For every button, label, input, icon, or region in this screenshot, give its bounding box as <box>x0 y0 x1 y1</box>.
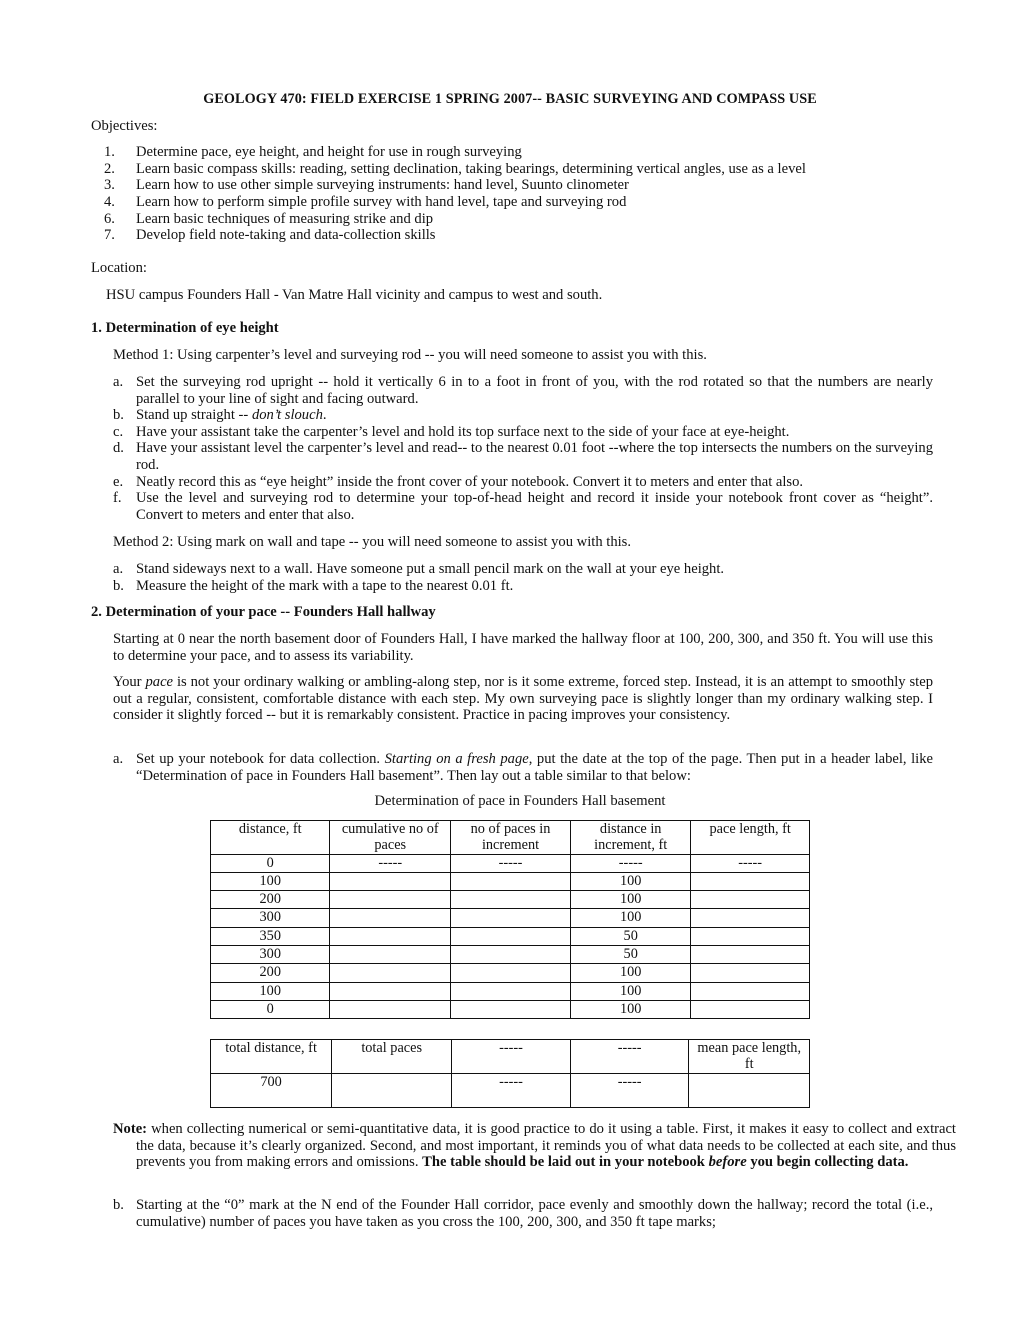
objective-item <box>104 177 944 194</box>
table-caption: Determination of pace in Founders Hall basement <box>374 793 666 809</box>
table-cell <box>691 982 810 1000</box>
step-a-label: a. <box>113 751 124 767</box>
table-cell: ----- <box>571 854 691 872</box>
section2-step-a <box>113 751 933 784</box>
location-text: HSU campus Founders Hall - Van Matre Hall vicinity and campus to west and south. <box>106 287 603 303</box>
objective-text: Learn how to use other simple surveying instruments: hand level, Suunto clinometer <box>136 177 629 194</box>
step-letter: c. <box>113 423 124 440</box>
step-text-em: don’t slouch <box>251 407 323 424</box>
note-label: Note: <box>113 1121 148 1137</box>
objective-text: Learn basic techniques of measuring strike and dip <box>136 210 434 227</box>
objective-number: 2. <box>104 160 115 177</box>
table-cell <box>691 964 810 982</box>
step-item <box>113 407 933 424</box>
table-cell <box>330 909 451 927</box>
table-cell: ----- <box>691 854 810 872</box>
table-row <box>211 964 810 982</box>
objective-number: 3. <box>104 177 115 194</box>
table-cell: 300 <box>211 946 330 964</box>
totals-cell: ----- <box>452 1073 571 1107</box>
table-cell <box>451 964 571 982</box>
objective-text: Develop field note-taking and data-collection skills <box>136 227 436 244</box>
table-header-cell: no of paces in increment <box>451 821 571 855</box>
note-bold-2: you begin collecting data. <box>746 1154 909 1171</box>
table-row <box>211 854 810 872</box>
step-item <box>113 374 933 407</box>
step-item <box>113 424 933 441</box>
table-cell <box>330 982 451 1000</box>
table-cell <box>451 891 571 909</box>
objective-text: Determine pace, eye height, and height for use in rough surveying <box>136 144 522 160</box>
table-cell: 50 <box>571 927 691 945</box>
table-cell: 50 <box>571 946 691 964</box>
step-b-text: Starting at the “0” mark at the N end of the Founder Hall corridor, pace evenly and smoothly down the hallway; record the total (i.e., cumulative) number of paces you have taken as you cross the 100, 200, 300, and 350 ft tape marks; <box>136 1197 933 1230</box>
table-row <box>211 909 810 927</box>
note-paragraph <box>113 1121 956 1171</box>
step-text: Set the surveying rod upright -- hold it vertically 6 in to a foot in front of you, with the rod rotated so that the numbers are nearly parallel to your line of sight and facing outward. <box>136 374 933 407</box>
table-cell <box>330 1000 451 1018</box>
para2-em: pace <box>145 674 174 690</box>
objective-number: 1. <box>104 144 115 160</box>
table-cell <box>691 927 810 945</box>
totals-header-cell: ----- <box>570 1040 689 1074</box>
objective-item <box>104 227 944 244</box>
objectives-heading: Objectives: <box>91 118 158 134</box>
totals-cell <box>689 1073 810 1107</box>
table-cell: 200 <box>211 964 330 982</box>
table-cell <box>451 872 571 890</box>
step-letter: b. <box>113 407 124 424</box>
totals-cell: 700 <box>211 1073 332 1107</box>
totals-header-cell: ----- <box>452 1040 571 1074</box>
section2-step-b <box>113 1197 933 1230</box>
table-cell <box>691 1000 810 1018</box>
table-cell <box>330 964 451 982</box>
step-text: Neatly record this as “eye height” inside the front cover of your notebook. Convert it to meters and enter that also. <box>136 473 804 490</box>
objective-item <box>104 144 944 161</box>
objective-number: 4. <box>104 194 115 211</box>
totals-table <box>210 1039 810 1108</box>
objective-text: Learn basic compass skills: reading, setting declination, taking bearings, determining vertical angles, use as a level <box>136 160 806 177</box>
step-letter: d. <box>113 440 124 457</box>
note-bold-1: The table should be laid out in your notebook <box>422 1154 709 1171</box>
table-cell <box>451 909 571 927</box>
note-bold-em: before <box>708 1154 747 1171</box>
table-cell <box>691 891 810 909</box>
table-cell: 100 <box>571 982 691 1000</box>
table-cell: 100 <box>571 1000 691 1018</box>
table-header-cell: cumulative no of paces <box>330 821 451 855</box>
method2-text: Method 2: Using mark on wall and tape -- you will need someone to assist you with this. <box>113 534 632 550</box>
step-text <box>136 407 933 424</box>
table-cell <box>330 946 451 964</box>
para2-post: is not your ordinary walking or ambling-along step, nor is it some extreme, forced step. Instead, it is an attempt to smoothly step out a regular, consistent, comfortable distance with each step. My own surveying pace is slightly longer than my ordinary walking step. I consider it slightly forced -- but it is remarkably consistent. Practice in pacing improves your consistency. <box>113 674 933 724</box>
table-header-cell: pace length, ft <box>691 821 810 855</box>
table-cell <box>691 946 810 964</box>
step-letter: a. <box>113 561 124 577</box>
method1-text: Method 1: Using carpenter’s level and surveying rod -- you will need someone to assist you with this. <box>113 347 707 363</box>
step-text: Have your assistant level the carpenter’s level and read-- to the nearest 0.01 foot --where the top intersects the numbers on the surveying rod. <box>136 440 933 473</box>
step-text-post: . <box>322 407 327 424</box>
table-header-cell: distance in increment, ft <box>571 821 691 855</box>
objective-item <box>104 211 944 228</box>
step-a-pre: Set up your notebook for data collection. <box>136 751 385 767</box>
step-item <box>113 578 933 595</box>
table-row <box>211 891 810 909</box>
table-row <box>211 982 810 1000</box>
totals-header-cell: mean pace length, ft <box>689 1040 810 1074</box>
objective-item <box>104 194 944 211</box>
table-cell: 100 <box>211 982 330 1000</box>
objective-number: 6. <box>104 210 115 227</box>
step-text: Have your assistant take the carpenter’s level and hold its top surface next to the side of your face at eye-height. <box>136 423 790 440</box>
step-letter: e. <box>113 473 124 490</box>
step-text: Use the level and surveying rod to determine your top-of-head height and record it inside your notebook front cover as “height”. Convert to meters and enter that also. <box>136 490 933 523</box>
step-text-pre: Stand up straight -- <box>136 407 252 424</box>
table-cell <box>330 927 451 945</box>
table-cell: 200 <box>211 891 330 909</box>
step-b-label: b. <box>113 1197 124 1213</box>
step-text: Stand sideways next to a wall. Have someone put a small pencil mark on the wall at your eye height. <box>136 561 725 577</box>
step-text: Measure the height of the mark with a tape to the nearest 0.01 ft. <box>136 577 514 594</box>
section2-heading: 2. Determination of your pace -- Founders Hall hallway <box>91 604 436 620</box>
table-cell: 300 <box>211 909 330 927</box>
step-item <box>113 474 933 491</box>
page-title <box>0 91 1020 108</box>
table-cell: 0 <box>211 1000 330 1018</box>
totals-header-cell: total distance, ft <box>211 1040 332 1074</box>
pace-table <box>210 820 810 1019</box>
step-a-em: Starting on a fresh page <box>384 751 529 767</box>
table-cell <box>691 909 810 927</box>
section2-para2 <box>113 674 933 724</box>
table-cell <box>451 946 571 964</box>
step-a-post: , put the date at the top of the page. Then put in a header label, like “Determination of pace in Founders Hall basement”. Then lay out a table similar to that below: <box>136 751 934 784</box>
table-cell: ----- <box>330 854 451 872</box>
title-main: FIELD EXERCISE 1 SPRING 2007-- BASIC SURVEYING AND COMPASS USE <box>310 91 817 107</box>
table-cell <box>451 982 571 1000</box>
table-cell <box>330 891 451 909</box>
totals-cell: ----- <box>570 1073 689 1107</box>
table-cell <box>330 872 451 890</box>
table-cell: 350 <box>211 927 330 945</box>
table-header-row <box>211 821 810 855</box>
objective-number: 7. <box>104 227 115 244</box>
objectives-list <box>104 144 944 244</box>
method1-steps <box>113 374 933 523</box>
step-item <box>113 440 933 473</box>
totals-row <box>211 1073 810 1107</box>
table-cell: 0 <box>211 854 330 872</box>
section2-para1: Starting at 0 near the north basement door of Founders Hall, I have marked the hallway floor at 100, 200, 300, and 350 ft. You will use this to determine your pace, and to assess its variability. <box>113 631 933 664</box>
table-cell: 100 <box>571 909 691 927</box>
totals-header-cell: total paces <box>332 1040 452 1074</box>
method2-steps <box>113 561 933 594</box>
step-letter: a. <box>113 374 124 390</box>
table-cell: 100 <box>571 891 691 909</box>
title-prefix: GEOLOGY 470: <box>203 91 307 107</box>
objective-text: Learn how to perform simple profile survey with hand level, tape and surveying rod <box>136 194 627 211</box>
objective-item <box>104 161 944 178</box>
section1-heading: 1. Determination of eye height <box>91 320 279 336</box>
table-cell: ----- <box>451 854 571 872</box>
step-item <box>113 490 933 523</box>
step-letter: f. <box>113 490 122 507</box>
table-row <box>211 872 810 890</box>
table-row <box>211 1000 810 1018</box>
table-row <box>211 946 810 964</box>
location-heading: Location: <box>91 260 147 276</box>
table-cell: 100 <box>211 872 330 890</box>
step-item <box>113 561 933 578</box>
para2-pre: Your <box>113 674 146 690</box>
table-header-cell: distance, ft <box>211 821 330 855</box>
table-cell <box>451 1000 571 1018</box>
table-cell <box>691 872 810 890</box>
totals-cell <box>332 1073 452 1107</box>
note-text: when collecting numerical or semi-quantitative data, it is good practice to do it using a table. First, it makes it easy to collect and extract the data, because it’s clearly organized. Second, and most important, it reminds you of what data needs to be collected at each site, and thus prevents you from making errors and omissions. <box>136 1121 956 1171</box>
step-letter: b. <box>113 577 124 594</box>
table-cell: 100 <box>571 872 691 890</box>
table-cell <box>451 927 571 945</box>
table-row <box>211 927 810 945</box>
totals-header-row <box>211 1040 810 1074</box>
table-cell: 100 <box>571 964 691 982</box>
